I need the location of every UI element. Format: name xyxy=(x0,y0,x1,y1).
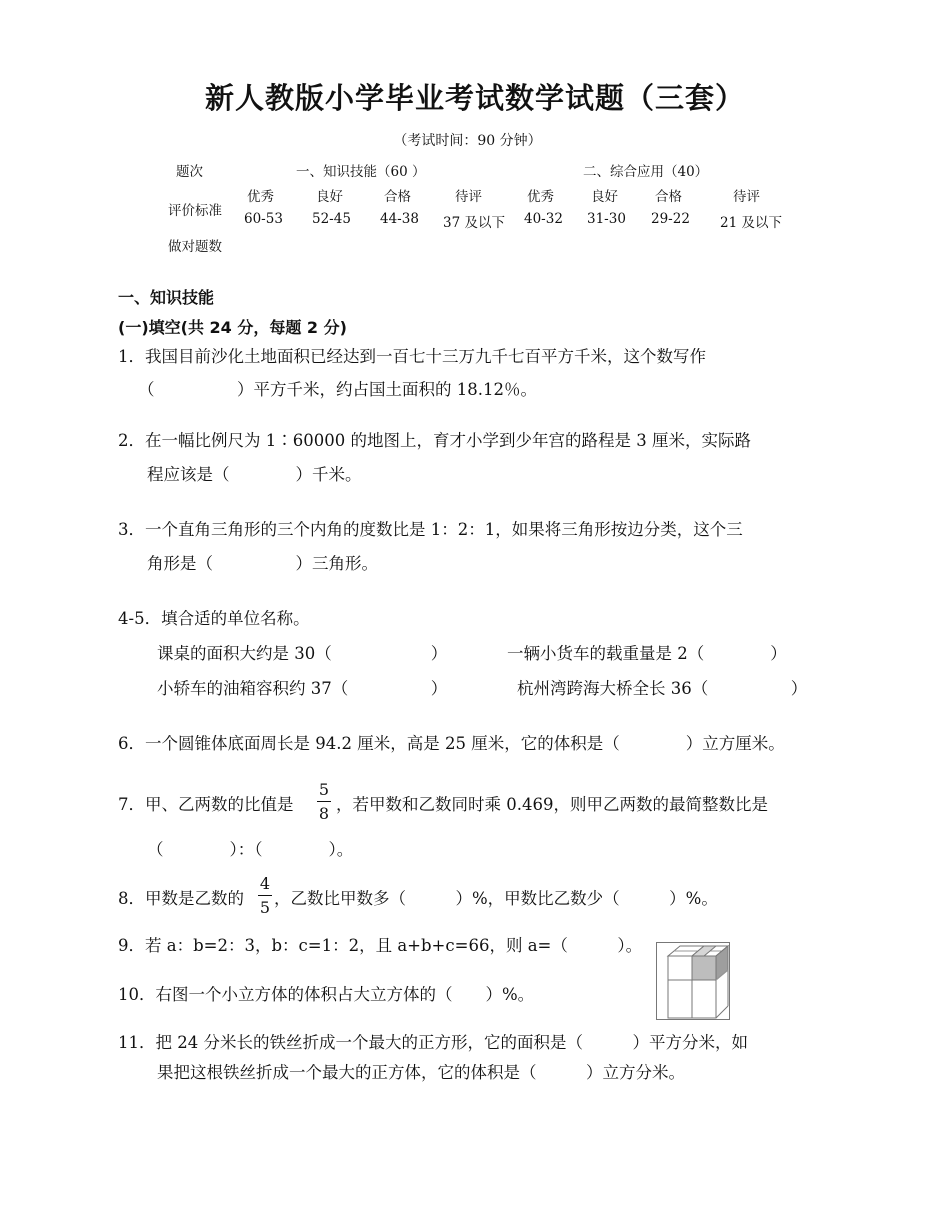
row-label-standard: 评价标准 xyxy=(168,203,222,219)
grade-cell: 待评 xyxy=(455,189,482,205)
question-3-line2: 角形是（ ）三角形。 xyxy=(147,554,378,573)
grade-cell: 合格 xyxy=(655,189,682,205)
question-2-line1: 2．在一幅比例尺为 1∶60000 的地图上，育才小学到少年宫的路程是 3 厘米，实际路 xyxy=(118,431,751,450)
question-11-line2: 果把这根铁丝折成一个最大的正方体，它的体积是（ ）立方分米。 xyxy=(157,1063,685,1082)
range-cell: 40-32 xyxy=(524,211,563,227)
fraction-numerator: 5 xyxy=(318,780,330,799)
question-10: 10．右图一个小立方体的体积占大立方体的（ ）%。 xyxy=(118,985,535,1004)
question-4-5-item-c: 小轿车的油箱容积约 37（ ） xyxy=(157,679,448,698)
range-cell: 52-45 xyxy=(312,211,351,227)
fraction-denominator: 5 xyxy=(259,898,271,917)
question-7-prefix: 7．甲、乙两数的比值是 xyxy=(118,795,294,814)
exam-duration: （考试时间：90 分钟） xyxy=(393,133,542,149)
cube-figure xyxy=(656,942,730,1020)
question-7-line2: （ ）：（ ）。 xyxy=(147,840,354,859)
grade-cell: 合格 xyxy=(384,189,411,205)
range-cell: 31-30 xyxy=(587,211,626,227)
range-cell: 37 及以下 xyxy=(443,215,505,231)
range-cell: 29-22 xyxy=(651,211,690,227)
section1-label: 一、知识技能（60 ） xyxy=(296,164,426,180)
question-1-line1: 1．我国目前沙化土地面积已经达到一百七十三万九千七百平方千米，这个数写作 xyxy=(118,347,706,366)
grade-cell: 优秀 xyxy=(247,189,274,205)
question-6: 6．一个圆锥体底面周长是 94.2 厘米，高是 25 厘米，它的体积是（ ）立方厘米。 xyxy=(118,734,785,753)
grade-cell: 良好 xyxy=(591,189,618,205)
question-4-5-item-d: 杭州湾跨海大桥全长 36（ ） xyxy=(517,679,808,698)
question-4-5-intro: 4-5．填合适的单位名称。 xyxy=(118,609,310,628)
fill-blank-heading: (一)填空(共 24 分，每题 2 分) xyxy=(118,318,347,337)
section2-label: 二、综合应用（40） xyxy=(583,164,709,180)
question-8-suffix: ，乙数比甲数多（ ）%，甲数比乙数少（ ）%。 xyxy=(274,889,718,908)
question-3-line1: 3．一个直角三角形的三个内角的度数比是 1：2：1，如果将三角形按边分类，这个三 xyxy=(118,520,743,539)
range-cell: 21 及以下 xyxy=(720,215,782,231)
question-9: 9．若 a：b=2：3，b：c=1：2，且 a+b+c=66，则 a=（ ）。 xyxy=(118,936,643,955)
fraction-bar xyxy=(258,895,272,896)
fraction-denominator: 8 xyxy=(318,804,330,823)
range-cell: 60-53 xyxy=(244,211,283,227)
grade-cell: 优秀 xyxy=(527,189,554,205)
row-label-question: 题次 xyxy=(176,164,203,180)
part1-heading: 一、知识技能 xyxy=(118,288,215,307)
question-4-5-item-a: 课桌的面积大约是 30（ ） xyxy=(157,644,448,663)
question-4-5-item-b: 一辆小货车的载重量是 2（ ） xyxy=(507,644,787,663)
question-2-line2: 程应该是（ ）千米。 xyxy=(147,465,362,484)
page-title: 新人教版小学毕业考试数学试题（三套） xyxy=(204,81,745,115)
range-cell: 44-38 xyxy=(380,211,419,227)
fraction-numerator: 4 xyxy=(259,874,271,893)
grade-cell: 待评 xyxy=(733,189,760,205)
row-label-correct: 做对题数 xyxy=(168,239,222,255)
grade-cell: 良好 xyxy=(316,189,343,205)
question-1-line2: （ ）平方千米，约占国土面积的 18.12％。 xyxy=(138,380,537,399)
question-7-suffix: ，若甲数和乙数同时乘 0.469，则甲乙两数的最简整数比是 xyxy=(336,795,768,814)
fraction-bar xyxy=(317,801,331,802)
question-8-prefix: 8．甲数是乙数的 xyxy=(118,889,244,908)
question-11-line1: 11．把 24 分米长的铁丝折成一个最大的正方形，它的面积是（ ）平方分米，如 xyxy=(118,1033,748,1052)
